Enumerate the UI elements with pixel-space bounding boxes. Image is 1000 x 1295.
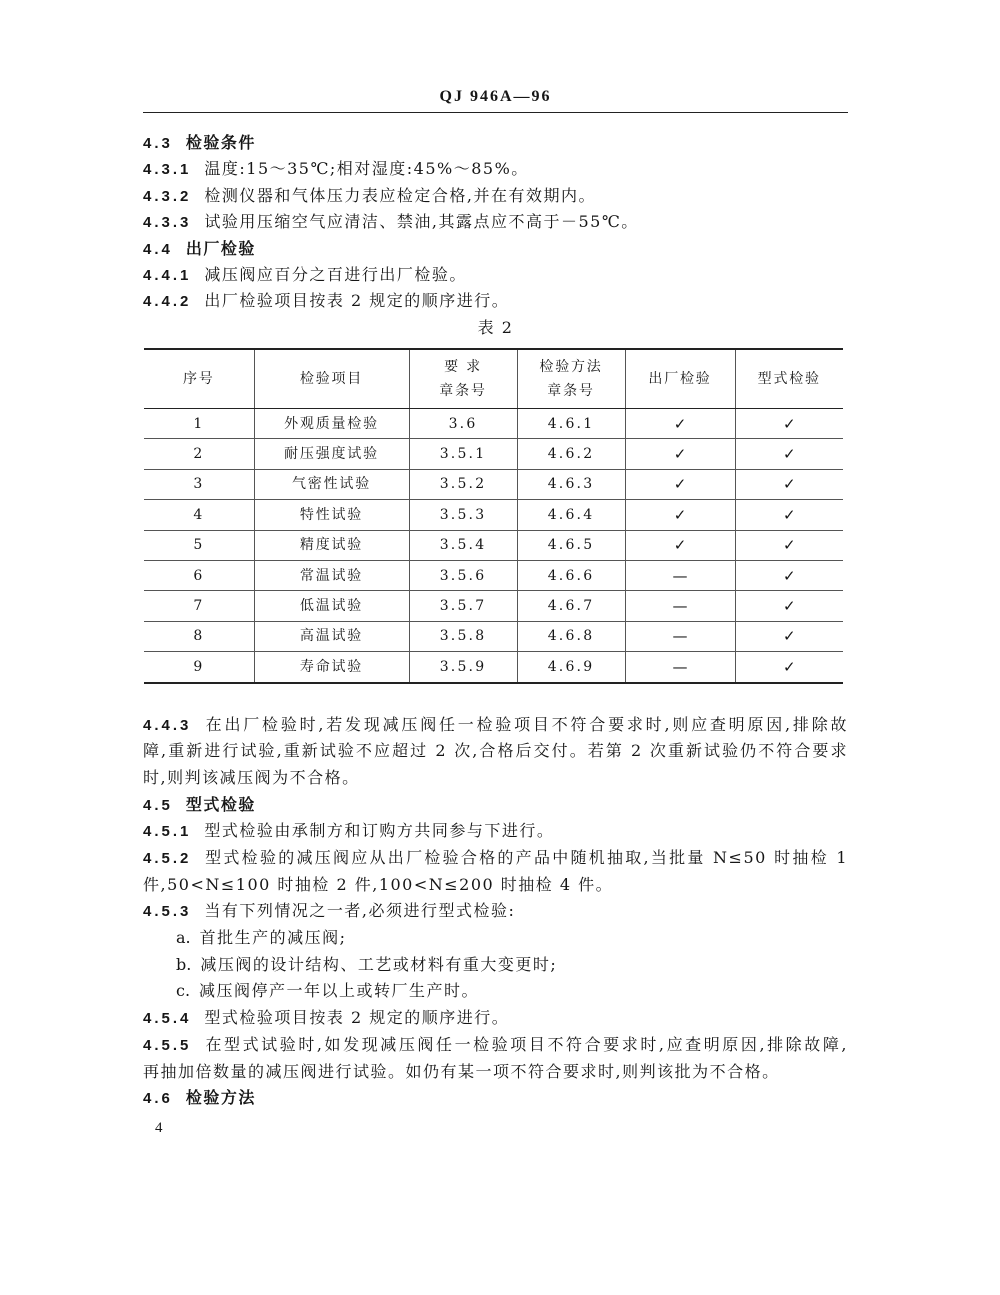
cell-method-clause: 4.6.4	[517, 500, 625, 530]
list-item-text: 减压阀停产一年以上或转厂生产时。	[199, 981, 480, 1001]
heading-4-3	[143, 130, 848, 156]
cell-requirement-clause: 3.5.6	[409, 560, 517, 590]
table-row	[144, 652, 843, 683]
clause-number: 4.3.1	[143, 161, 192, 179]
header-line: 要 求	[444, 359, 482, 375]
page-number: 4	[155, 1120, 163, 1136]
clause-text: 试验用压缩空气应清洁、禁油,其露点应不高于－55℃。	[204, 212, 639, 232]
clause-4-4-2	[143, 288, 848, 314]
cell-item: 气密性试验	[254, 469, 409, 499]
header-factory-inspection	[625, 349, 735, 409]
clause-4-3-1	[143, 156, 848, 182]
cell-type-inspection: ✓	[735, 591, 843, 621]
cell-type-inspection: ✓	[735, 560, 843, 590]
cell-requirement-clause: 3.5.7	[409, 591, 517, 621]
cell-requirement-clause: 3.5.1	[409, 439, 517, 469]
clause-text: 型式检验的减压阀应从出厂检验合格的产品中随机抽取,当批量 N≤50 时抽检 1	[204, 848, 848, 868]
clause-4-5-3	[143, 898, 848, 925]
clause-number: 4.6	[143, 1090, 173, 1108]
cell-seq: 9	[144, 652, 254, 683]
header-type-inspection	[735, 349, 843, 409]
header-line: 章条号	[439, 383, 487, 399]
cell-type-inspection: ✓	[735, 652, 843, 683]
lower-text-block	[143, 712, 848, 1112]
cell-method-clause: 4.6.5	[517, 530, 625, 560]
clause-number: 4.3.3	[143, 214, 192, 232]
cell-method-clause: 4.6.3	[517, 469, 625, 499]
heading-title: 检验方法	[185, 1090, 256, 1108]
cell-seq: 8	[144, 621, 254, 651]
clause-text: 检测仪器和气体压力表应检定合格,并在有效期内。	[204, 185, 596, 205]
cell-factory-inspection: ✓	[625, 439, 735, 469]
clause-4-5-2-line-2	[143, 872, 848, 899]
cell-factory-inspection: —	[625, 560, 735, 590]
clause-4-4-3-line-1	[143, 712, 848, 739]
clause-4-4-3-line-2	[143, 738, 848, 765]
heading-4-4	[143, 236, 848, 262]
clause-number: 4.5.4	[143, 1010, 192, 1028]
list-item-a	[143, 925, 848, 952]
clause-number: 4.3	[143, 135, 173, 152]
cell-method-clause: 4.6.9	[517, 652, 625, 683]
clause-number: 4.5	[143, 796, 173, 814]
cell-type-inspection: ✓	[735, 621, 843, 651]
clause-4-5-5-line-2	[143, 1059, 848, 1086]
cell-requirement-clause: 3.5.2	[409, 469, 517, 499]
table-row	[144, 530, 843, 560]
cell-item: 耐压强度试验	[254, 439, 409, 469]
table-row	[144, 500, 843, 530]
clause-number: 4.4.3	[143, 716, 192, 734]
clause-4-5-2-line-1	[143, 845, 848, 872]
header-item	[254, 349, 409, 409]
table-row	[144, 621, 843, 651]
clause-text: 出厂检验项目按表 2 规定的顺序进行。	[204, 291, 510, 311]
cell-item: 常温试验	[254, 560, 409, 590]
cell-method-clause: 4.6.1	[517, 409, 625, 439]
heading-4-5	[143, 792, 848, 819]
cell-item: 外观质量检验	[254, 409, 409, 439]
table-header-row	[144, 349, 843, 409]
header-line: 检验方法	[539, 359, 603, 375]
list-item-label: c.	[176, 981, 191, 1001]
cell-factory-inspection: ✓	[625, 409, 735, 439]
cell-factory-inspection: —	[625, 591, 735, 621]
table-row	[144, 560, 843, 590]
clause-text: 再抽加倍数量的减压阀进行试验。如仍有某一项不符合要求时,则判该批为不合格。	[143, 1061, 780, 1081]
list-item-b	[143, 952, 848, 979]
cell-seq: 7	[144, 591, 254, 621]
cell-type-inspection: ✓	[735, 530, 843, 560]
clause-number: 4.4.1	[143, 266, 192, 284]
cell-method-clause: 4.6.7	[517, 591, 625, 621]
cell-method-clause: 4.6.2	[517, 439, 625, 469]
clause-number: 4.5.1	[143, 823, 192, 841]
cell-requirement-clause: 3.5.9	[409, 652, 517, 683]
header-line: 型式检验	[757, 371, 821, 387]
table-row	[144, 439, 843, 469]
clause-4-5-1	[143, 818, 848, 845]
clause-text: 型式检验由承制方和订购方共同参与下进行。	[204, 821, 555, 841]
cell-seq: 4	[144, 500, 254, 530]
cell-factory-inspection: —	[625, 621, 735, 651]
cell-factory-inspection: —	[625, 652, 735, 683]
cell-seq: 5	[144, 530, 254, 560]
cell-factory-inspection: ✓	[625, 500, 735, 530]
table-caption: 表 2	[477, 317, 514, 337]
document-code: QJ 946A—96	[439, 88, 552, 105]
cell-item: 高温试验	[254, 621, 409, 651]
cell-type-inspection: ✓	[735, 439, 843, 469]
header-method-clause	[517, 349, 625, 409]
cell-item: 寿命试验	[254, 652, 409, 683]
list-item-text: 减压阀的设计结构、工艺或材料有重大变更时;	[200, 954, 558, 974]
clause-text: 障,重新进行试验,重新试验不应超过 2 次,合格后交付。若第 2 次重新试验仍不符合要求	[143, 741, 848, 761]
heading-title: 出厂检验	[185, 240, 256, 258]
cell-item: 精度试验	[254, 530, 409, 560]
table-row	[144, 469, 843, 499]
heading-title: 型式检验	[185, 796, 256, 814]
header-seq	[144, 349, 254, 409]
cell-requirement-clause: 3.6	[409, 409, 517, 439]
cell-type-inspection: ✓	[735, 409, 843, 439]
clause-text: 减压阀应百分之百进行出厂检验。	[204, 264, 467, 284]
header-line: 序号	[182, 371, 215, 387]
list-item-label: a.	[176, 928, 191, 948]
cell-item: 特性试验	[254, 500, 409, 530]
heading-4-6	[143, 1085, 848, 1112]
clause-text: 当有下列情况之一者,必须进行型式检验:	[204, 901, 516, 921]
cell-requirement-clause: 3.5.3	[409, 500, 517, 530]
clause-text: 时,则判该减压阀为不合格。	[143, 767, 360, 787]
upper-text-block	[143, 130, 848, 341]
clause-4-4-3-line-3	[143, 765, 848, 792]
cell-type-inspection: ✓	[735, 469, 843, 499]
clause-number: 4.3.2	[143, 187, 192, 205]
list-item-label: b.	[176, 954, 192, 974]
clause-text: 型式检验项目按表 2 规定的顺序进行。	[204, 1008, 510, 1028]
table-row	[144, 409, 843, 439]
header-line: 检验项目	[299, 371, 364, 387]
cell-item: 低温试验	[254, 591, 409, 621]
cell-seq: 2	[144, 439, 254, 469]
clause-text: 在出厂检验时,若发现减压阀任一检验项目不符合要求时,则应查明原因,排除故	[204, 714, 848, 734]
cell-method-clause: 4.6.6	[517, 560, 625, 590]
cell-requirement-clause: 3.5.8	[409, 621, 517, 651]
cell-seq: 6	[144, 560, 254, 590]
clause-text: 件,50<N≤100 时抽检 2 件,100<N≤200 时抽检 4 件。	[143, 874, 614, 894]
cell-factory-inspection: ✓	[625, 530, 735, 560]
clause-4-5-5-line-1	[143, 1032, 848, 1059]
cell-method-clause: 4.6.8	[517, 621, 625, 651]
cell-seq: 3	[144, 469, 254, 499]
clause-number: 4.5.3	[143, 903, 192, 921]
cell-type-inspection: ✓	[735, 500, 843, 530]
clause-4-4-1	[143, 262, 848, 288]
list-item-text: 首批生产的减压阀;	[199, 928, 347, 948]
cell-seq: 1	[144, 409, 254, 439]
cell-factory-inspection: ✓	[625, 469, 735, 499]
list-item-c	[143, 978, 848, 1005]
clause-number: 4.4.2	[143, 293, 192, 311]
header-line: 章条号	[547, 383, 595, 399]
cell-requirement-clause: 3.5.4	[409, 530, 517, 560]
clause-number: 4.5.5	[143, 1036, 192, 1054]
clause-4-3-3	[143, 209, 848, 235]
table-row	[144, 591, 843, 621]
clause-4-5-4	[143, 1005, 848, 1032]
clause-text: 在型式试验时,如发现减压阀任一检验项目不符合要求时,应查明原因,排除故障,	[204, 1034, 848, 1054]
heading-title: 检验条件	[185, 135, 256, 152]
header-line: 出厂检验	[648, 371, 712, 387]
clause-number: 4.5.2	[143, 850, 192, 868]
header-requirement-clause	[409, 349, 517, 409]
clause-text: 温度:15～35℃;相对湿度:45%～85%。	[204, 159, 529, 179]
clause-4-3-2	[143, 183, 848, 209]
header-rule	[143, 112, 848, 113]
table-2	[144, 348, 843, 684]
clause-number: 4.4	[143, 240, 173, 258]
